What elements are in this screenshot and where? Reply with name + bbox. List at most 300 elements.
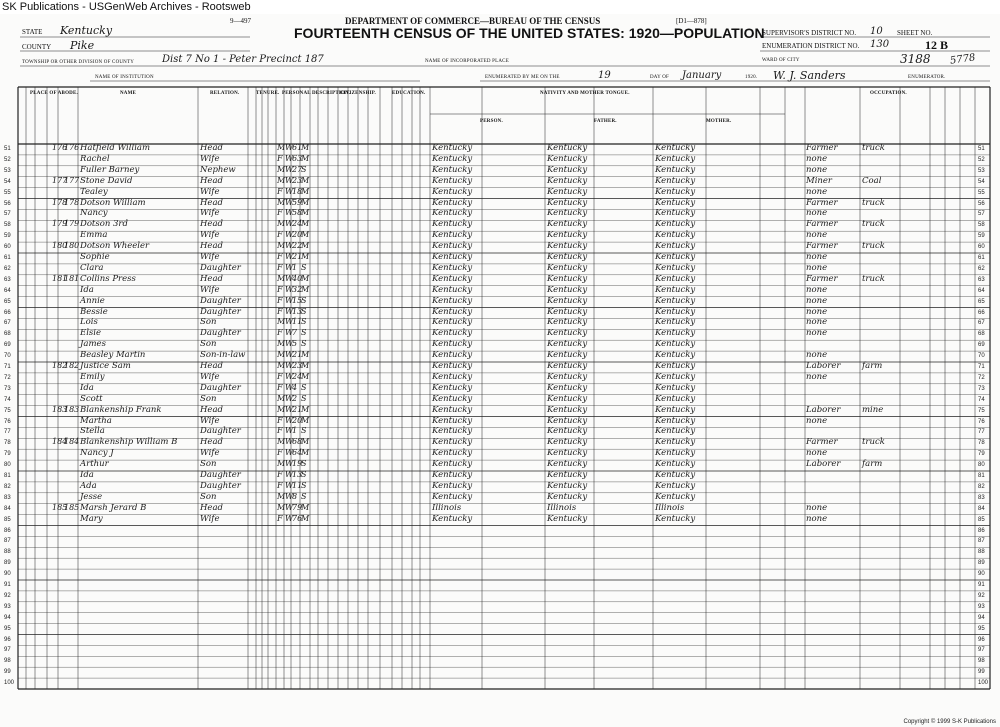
sheet-label: SHEET NO. (897, 29, 933, 37)
row-number: 69 (4, 342, 11, 349)
industry: truck (862, 437, 885, 448)
race: W (285, 491, 294, 501)
sex: M (277, 502, 286, 512)
row-number: 65 (4, 298, 11, 305)
enumerated-label: ENUMERATED BY ME ON THE (485, 75, 560, 80)
occupation: Laborer (806, 404, 841, 415)
sex: M (277, 197, 286, 207)
birthplace-person: Kentucky (432, 470, 473, 480)
enumeration-district-value: 130 (870, 39, 890, 50)
family-number: 182 (64, 361, 80, 370)
dwelling-number: 177 (52, 175, 68, 185)
birthplace-mother: Kentucky (655, 317, 696, 328)
birthplace-person: Kentucky (432, 480, 473, 491)
sex: F (277, 208, 283, 218)
person-name: Dotson William (80, 197, 146, 208)
marital-status: S (301, 262, 307, 272)
table-row (18, 470, 990, 481)
age: 61 (292, 143, 303, 152)
age: 18 (292, 186, 303, 196)
section-tenure: TENURE. (256, 91, 280, 96)
table-row (18, 350, 990, 361)
sex: F (277, 186, 283, 196)
relation: Wife (200, 230, 220, 241)
relation: Daughter (200, 306, 241, 317)
row-number: 87 (4, 538, 11, 545)
person-name: Blankenship William B (80, 437, 178, 448)
marital-status: S (301, 480, 307, 490)
birthplace-father: Kentucky (547, 295, 588, 306)
race: W (285, 164, 294, 174)
table-row (18, 328, 990, 339)
relation: Head (200, 175, 223, 186)
age: 11 (292, 480, 303, 490)
birthplace-father: Kentucky (547, 317, 588, 328)
birthplace-mother: Kentucky (655, 295, 696, 306)
birthplace-person: Illinois (432, 502, 462, 513)
race: W (285, 502, 294, 512)
table-row (18, 361, 990, 372)
person-name: Emily (80, 371, 105, 382)
relation: Head (200, 241, 223, 252)
row-number: 88 (4, 549, 11, 556)
birthplace-mother: Kentucky (655, 164, 696, 175)
window-title: SK Publications - USGenWeb Archives - Rootsweb (2, 1, 251, 13)
birthplace-mother: Kentucky (655, 339, 696, 350)
age: 21 (292, 350, 303, 360)
race: W (285, 153, 294, 163)
industry: truck (862, 143, 885, 153)
occupation: none (806, 513, 828, 524)
row-number: 84 (978, 505, 985, 512)
sex: F (277, 306, 283, 316)
relation: Wife (200, 153, 220, 164)
birthplace-person: Kentucky (432, 339, 473, 350)
person-name: Mary (80, 513, 103, 524)
table-row (18, 459, 990, 470)
subsection-person: PERSON. (480, 119, 503, 124)
race: W (285, 241, 294, 251)
row-number: 97 (978, 647, 985, 654)
marital-status: S (301, 491, 307, 501)
row-number: 69 (978, 342, 985, 349)
race: W (285, 480, 294, 490)
table-row (18, 154, 990, 165)
age: 22 (292, 241, 303, 251)
table-row (18, 437, 990, 448)
row-number: 100 (4, 680, 15, 687)
sex: M (277, 219, 286, 229)
row-number: 56 (4, 200, 11, 207)
birthplace-person: Kentucky (432, 393, 473, 404)
age: 24 (292, 371, 303, 381)
row-number: 82 (4, 483, 11, 490)
relation: Son (200, 339, 217, 350)
person-name: Annie (80, 295, 105, 306)
birthplace-mother: Kentucky (655, 186, 696, 197)
table-row (18, 165, 990, 176)
birthplace-mother: Kentucky (655, 241, 696, 252)
row-number: 74 (4, 396, 11, 403)
sex: M (277, 361, 286, 370)
row-number: 90 (4, 571, 11, 578)
race: W (285, 459, 294, 469)
form-code: 9—497 (230, 17, 251, 25)
marital-status: M (301, 361, 310, 370)
occupation: none (806, 208, 828, 219)
person-name: Rachel (80, 153, 110, 164)
age: 8 (292, 491, 298, 501)
relation: Daughter (200, 295, 241, 306)
birthplace-mother: Kentucky (655, 350, 696, 361)
row-number: 97 (4, 647, 11, 654)
industry: truck (862, 219, 885, 230)
person-name: Stone David (80, 175, 133, 186)
row-number: 66 (4, 309, 11, 316)
row-number: 52 (4, 156, 11, 163)
occupation: none (806, 252, 828, 262)
row-number: 89 (4, 560, 11, 567)
age: 58 (292, 208, 303, 218)
row-number: 91 (978, 582, 985, 588)
row-number: 95 (4, 625, 11, 632)
race: W (285, 143, 294, 152)
row-number: 77 (978, 429, 985, 436)
age: 19 (292, 459, 303, 469)
relation: Head (200, 273, 223, 284)
enumerator-signature: W. J. Sanders (773, 69, 846, 82)
birthplace-mother: Kentucky (655, 513, 696, 524)
person-name: Clara (80, 262, 104, 273)
occupation: none (806, 262, 828, 273)
birthplace-father: Kentucky (547, 230, 588, 241)
table-row (18, 307, 990, 318)
dwelling-number: 180 (52, 241, 68, 251)
table-row (18, 481, 990, 492)
marital-status: S (301, 459, 307, 469)
table-row (18, 339, 990, 350)
birthplace-person: Kentucky (432, 491, 473, 502)
table-row (18, 219, 990, 230)
birthplace-mother: Kentucky (655, 459, 696, 470)
industry: truck (862, 197, 885, 208)
birthplace-person: Kentucky (432, 361, 473, 371)
person-name: Blankenship Frank (80, 404, 162, 415)
row-number: 74 (978, 396, 985, 403)
birthplace-father: Kentucky (547, 197, 588, 208)
section-citizenship: CITIZENSHIP. (340, 91, 376, 96)
sex: M (277, 339, 286, 349)
row-number: 72 (978, 374, 985, 381)
birthplace-mother: Kentucky (655, 175, 696, 186)
marital-status: M (301, 143, 310, 152)
table-row (18, 263, 990, 274)
sex: M (277, 164, 286, 174)
relation: Daughter (200, 328, 241, 339)
sex: M (277, 491, 286, 501)
person-name: Justice Sam (80, 361, 131, 371)
row-number: 80 (4, 462, 11, 469)
sex: M (277, 273, 286, 283)
birthplace-mother: Kentucky (655, 361, 696, 371)
birthplace-person: Kentucky (432, 371, 473, 382)
birthplace-father: Kentucky (547, 426, 588, 437)
birthplace-person: Kentucky (432, 230, 473, 241)
table-row (18, 230, 990, 241)
marital-status: S (301, 382, 307, 392)
industry: farm (862, 361, 883, 371)
birthplace-person: Kentucky (432, 186, 473, 197)
incorporated-label: NAME OF INCORPORATED PLACE (425, 59, 509, 64)
birthplace-mother: Kentucky (655, 284, 696, 295)
sex: F (277, 284, 283, 294)
birthplace-person: Kentucky (432, 317, 473, 328)
sex: M (277, 393, 286, 403)
table-row (18, 448, 990, 459)
birthplace-father: Kentucky (547, 480, 588, 491)
row-number: 81 (4, 473, 11, 479)
row-number: 88 (978, 549, 985, 556)
dwelling-number: 181 (52, 273, 68, 283)
race: W (285, 437, 294, 447)
row-number: 53 (978, 167, 985, 174)
enumerator-label: ENUMERATOR. (908, 75, 946, 80)
birthplace-father: Illinois (547, 502, 577, 513)
birthplace-person: Kentucky (432, 252, 473, 262)
race: W (285, 317, 294, 327)
race: W (285, 284, 294, 294)
birthplace-mother: Kentucky (655, 328, 696, 339)
state-label: STATE (22, 28, 43, 36)
race: W (285, 350, 294, 360)
row-number: 65 (978, 298, 985, 305)
ward-label: WARD OF CITY (762, 58, 800, 63)
relation: Nephew (200, 164, 236, 175)
marital-status: M (301, 175, 310, 185)
row-number: 77 (4, 429, 11, 436)
sex: F (277, 382, 283, 392)
occupation: none (806, 317, 828, 328)
row-number: 68 (4, 331, 11, 338)
birthplace-mother: Kentucky (655, 426, 696, 437)
sex: F (277, 252, 283, 261)
marital-status: M (301, 197, 310, 207)
birthplace-mother: Kentucky (655, 415, 696, 426)
table-row (18, 252, 990, 263)
family-number: 185 (64, 502, 80, 512)
age: 11 (292, 317, 303, 327)
supervisor-value: 10 (870, 26, 883, 37)
row-number: 98 (4, 658, 11, 665)
row-number: 94 (4, 614, 11, 621)
relation: Daughter (200, 470, 241, 480)
row-number: 93 (4, 603, 11, 610)
sex: M (277, 241, 286, 251)
county-label: COUNTY (22, 43, 52, 51)
township-value: Dist 7 No 1 - Peter Precinct 187 (162, 54, 324, 65)
row-number: 96 (4, 636, 11, 643)
family-number: 179 (64, 219, 80, 229)
sex: F (277, 262, 283, 272)
person-name: Ida (80, 470, 94, 480)
birthplace-father: Kentucky (547, 153, 588, 164)
birthplace-father: Kentucky (547, 491, 588, 502)
birthplace-father: Kentucky (547, 175, 588, 186)
birthplace-mother: Kentucky (655, 219, 696, 230)
occupation: none (806, 306, 828, 317)
age: 79 (292, 502, 303, 512)
table-row (18, 394, 990, 405)
supervisor-label: SUPERVISOR'S DISTRICT NO. (762, 29, 857, 37)
birthplace-person: Kentucky (432, 306, 473, 317)
age: 2 (292, 393, 298, 403)
section-place-of-abode: PLACE OF ABODE. (30, 91, 78, 96)
relation: Son (200, 317, 217, 328)
subsection-mother: MOTHER. (706, 119, 732, 124)
marital-status: M (301, 502, 310, 512)
sex: F (277, 230, 283, 240)
birthplace-father: Kentucky (547, 306, 588, 317)
marital-status: S (301, 306, 307, 316)
table-row (18, 285, 990, 296)
birthplace-person: Kentucky (432, 404, 473, 415)
table-row (18, 198, 990, 209)
row-number: 93 (978, 603, 985, 610)
birthplace-person: Kentucky (432, 208, 473, 219)
birthplace-mother: Kentucky (655, 404, 696, 415)
age: 59 (292, 197, 303, 207)
sex: M (277, 459, 286, 469)
age: 13 (292, 306, 303, 316)
department-heading: DEPARTMENT OF COMMERCE—BUREAU OF THE CENSUS (345, 16, 601, 26)
sex: F (277, 415, 283, 425)
row-number: 85 (4, 516, 11, 523)
row-number: 55 (978, 189, 985, 196)
age: 40 (292, 273, 303, 283)
row-number: 51 (978, 146, 985, 152)
row-number: 56 (978, 200, 985, 207)
row-number: 95 (978, 625, 985, 632)
sheet-value: 12 B (925, 38, 949, 52)
birthplace-father: Kentucky (547, 371, 588, 382)
person-name: James (80, 339, 106, 350)
institution-label: NAME OF INSTITUTION (95, 75, 154, 80)
age: 20 (292, 415, 303, 425)
occupation: Laborer (806, 459, 841, 470)
birthplace-father: Kentucky (547, 350, 588, 361)
marital-status: S (301, 295, 307, 305)
dwelling-number: 179 (52, 219, 68, 229)
relation: Son (200, 393, 217, 404)
industry: farm (862, 459, 883, 470)
birthplace-person: Kentucky (432, 437, 473, 448)
sex: M (277, 350, 286, 360)
marital-status: M (301, 230, 310, 240)
birthplace-person: Kentucky (432, 328, 473, 339)
birthplace-father: Kentucky (547, 284, 588, 295)
census-title: FOURTEENTH CENSUS OF THE UNITED STATES: 1920—POPULATION (294, 25, 765, 41)
race: W (285, 426, 294, 436)
occupation: none (806, 328, 828, 339)
sex: M (277, 404, 286, 414)
birthplace-mother: Kentucky (655, 273, 696, 284)
birthplace-father: Kentucky (547, 361, 588, 371)
birthplace-father: Kentucky (547, 470, 588, 480)
person-name: Fuller Barney (80, 164, 140, 175)
section-name: NAME (120, 91, 137, 96)
relation: Daughter (200, 262, 241, 273)
row-number: 75 (4, 407, 11, 414)
sex: F (277, 513, 283, 523)
marital-status: S (301, 164, 307, 174)
birthplace-father: Kentucky (547, 186, 588, 197)
age: 27 (292, 164, 303, 174)
relation: Daughter (200, 382, 241, 393)
row-number: 64 (4, 287, 11, 294)
age: 76 (292, 513, 303, 523)
birthplace-person: Kentucky (432, 426, 473, 437)
birthplace-mother: Kentucky (655, 230, 696, 241)
table-row (18, 405, 990, 416)
birthplace-father: Kentucky (547, 437, 588, 448)
row-number: 61 (4, 255, 11, 261)
birthplace-father: Kentucky (547, 448, 588, 459)
sex: F (277, 480, 283, 490)
birthplace-father: Kentucky (547, 241, 588, 252)
family-number: 177 (64, 175, 80, 185)
marital-status: M (301, 241, 310, 251)
birthplace-mother: Kentucky (655, 470, 696, 480)
table-row (18, 503, 990, 514)
table-row (18, 208, 990, 219)
birthplace-person: Kentucky (432, 295, 473, 306)
row-number: 81 (978, 473, 985, 479)
sex: F (277, 295, 283, 305)
birthplace-person: Kentucky (432, 273, 473, 284)
row-number: 53 (4, 167, 11, 174)
birthplace-person: Kentucky (432, 175, 473, 186)
birthplace-person: Kentucky (432, 448, 473, 459)
age: 7 (292, 328, 298, 338)
sex: M (277, 143, 286, 152)
relation: Wife (200, 208, 220, 219)
person-name: Jesse (80, 491, 103, 502)
row-number: 94 (978, 614, 985, 621)
subsection-father: FATHER. (594, 119, 617, 124)
occupation: Farmer (806, 241, 838, 252)
table-row (18, 492, 990, 503)
birthplace-person: Kentucky (432, 262, 473, 273)
birthplace-father: Kentucky (547, 273, 588, 284)
row-number: 91 (4, 582, 11, 588)
row-number: 54 (4, 178, 11, 185)
row-number: 63 (978, 276, 985, 283)
enumeration-district-label: ENUMERATION DISTRICT NO. (762, 42, 860, 50)
row-number: 70 (4, 353, 11, 360)
row-number: 72 (4, 374, 11, 381)
census-sheet (0, 14, 1000, 727)
table-row (18, 143, 990, 154)
archive-stamp: 3188 (900, 52, 931, 66)
industry: Coal (862, 175, 882, 186)
table-row (18, 176, 990, 187)
birthplace-mother: Kentucky (655, 252, 696, 262)
enumeration-day: 19 (598, 70, 611, 81)
marital-status: M (301, 437, 310, 447)
section-nativity: NATIVITY AND MOTHER TONGUE. (540, 91, 630, 96)
section-relation: RELATION. (210, 91, 240, 96)
relation: Wife (200, 448, 220, 459)
